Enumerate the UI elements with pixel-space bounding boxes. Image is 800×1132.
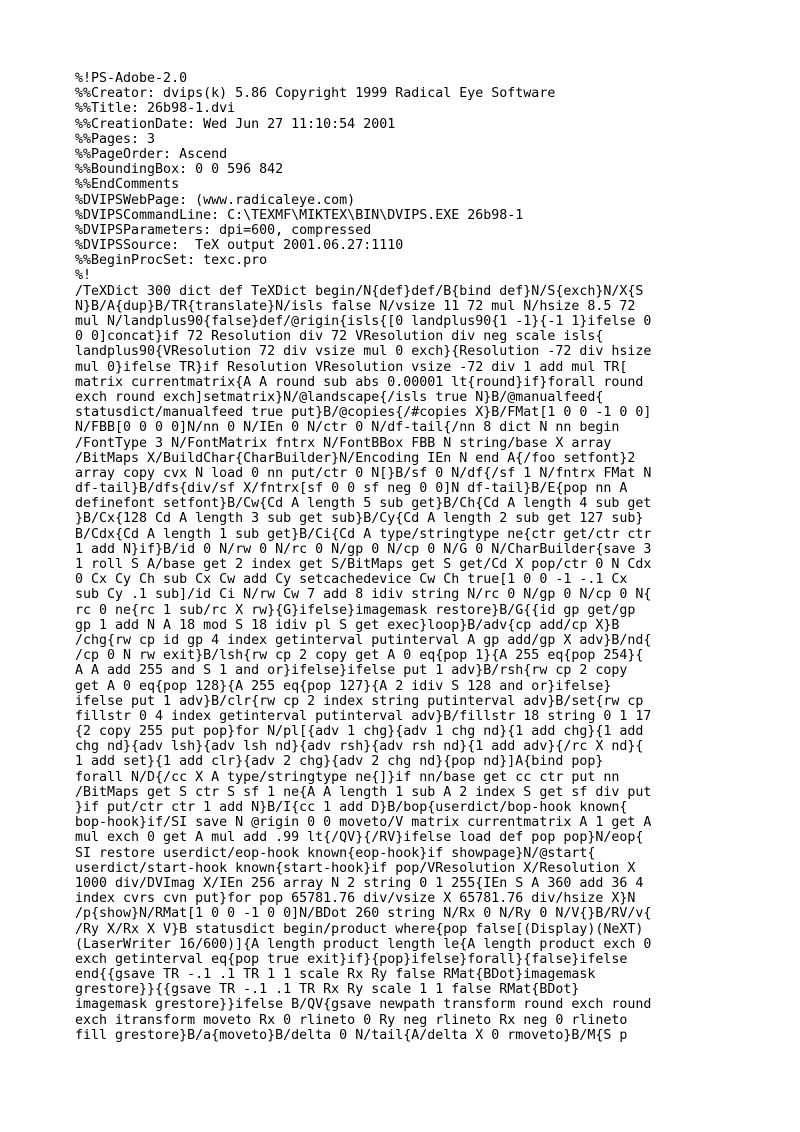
code-line: /BitMaps X/BuildChar{CharBuilder}N/Encoding IEn N end A{/foo setfont}2	[75, 450, 636, 466]
code-line: /BitMaps get S ctr S sf 1 ne{A A length 1 sub A 2 index S get sf div put	[75, 784, 652, 800]
code-line: fill grestore}B/a{moveto}B/delta 0 N/tail{A/delta X 0 rmoveto}B/M{S p	[75, 1027, 628, 1043]
code-line: mul N/landplus90{false}def/@rigin{isls{[0 landplus90{1 -1}{-1 1}ifelse 0	[75, 314, 652, 329]
code-line: %%Title: 26b98-1.dvi	[75, 101, 236, 117]
code-line: userdict/start-hook known{start-hook}if pop/VResolution X/Resolution X	[75, 860, 636, 876]
code-line: gp 1 add N A 18 mod S 18 idiv pl S get exec}loop}B/adv{cp add/cp X}B	[75, 617, 620, 633]
code-line: %!PS-Adobe-2.0	[75, 71, 188, 86]
code-line: fillstr 0 4 index getinterval putinterval adv}B/fillstr 18 string 0 1 17	[75, 708, 652, 724]
code-line: N}B/A{dup}B/TR{translate}N/isls false N/vsize 11 72 mul N/hsize 8.5 72	[75, 298, 636, 314]
code-line: get A 0 eq{pop 128}{A 255 eq{pop 127}{A 2 idiv S 128 and or}ifelse}	[75, 678, 612, 694]
code-line: %DVIPSCommandLine: C:\TEXMF\MIKTEX\BIN\DVIPS.EXE 26b98-1	[75, 207, 524, 223]
code-line: %%BeginProcSet: texc.pro	[75, 253, 268, 269]
code-line: }if put/ctr ctr 1 add N}B/I{cc 1 add D}B/bop{userdict/bop-hook known{	[75, 800, 628, 815]
code-line: %DVIPSSource: TeX output 2001.06.27:1110	[75, 238, 404, 254]
code-line: df-tail}B/dfs{div/sf X/fntrx[sf 0 0 sf neg 0 0]N df-tail}B/E{pop nn A	[75, 481, 628, 497]
code-line: %%PageOrder: Ascend	[75, 146, 228, 162]
code-line: /Ry X/Rx X V}B statusdict begin/product where{pop false[(Display)(NeXT)	[75, 921, 644, 937]
code-line: 1 roll S A/base get 2 index get S/BitMaps get S get/Cd X pop/ctr 0 N Cdx	[75, 557, 652, 572]
code-line: %%BoundingBox: 0 0 596 842	[75, 162, 284, 178]
code-line: /FontType 3 N/FontMatrix fntrx N/FontBBox FBB N string/base X array	[75, 435, 612, 451]
code-line: %%Creator: dvips(k) 5.86 Copyright 1999 Radical Eye Software	[75, 86, 556, 102]
code-line: matrix currentmatrix{A A round sub abs 0.00001 lt{round}if}forall round	[75, 374, 644, 390]
code-line: ifelse put 1 adv}B/clr{rw cp 2 index string putinterval adv}B/set{rw cp	[75, 693, 644, 709]
code-line: statusdict/manualfeed true put}B/@copies{/#copies X}B/FMat[1 0 0 -1 0 0]	[75, 405, 652, 421]
code-line: end{{gsave TR -.1 .1 TR 1 1 scale Rx Ry false RMat{BDot}imagemask	[75, 967, 596, 983]
code-line: rc 0 ne{rc 1 sub/rc X rw}{G}ifelse}imagemask restore}B/G{{id gp get/gp	[75, 602, 636, 618]
code-line: /cp 0 N rw exit}B/lsh{rw cp 2 copy get A 0 eq{pop 1}{A 255 eq{pop 254}{	[75, 648, 644, 664]
code-line: mul exch 0 get A mul add .99 lt{/QV}{/RV}ifelse load def pop pop}N/eop{	[75, 830, 644, 846]
code-line: 1 add N}if}B/id 0 N/rw 0 N/rc 0 N/gp 0 N/cp 0 N/G 0 N/CharBuilder{save 3	[75, 541, 652, 557]
code-line: %DVIPSWebPage: (www.radicaleye.com)	[75, 192, 356, 208]
code-line: index cvrs cvn put}for pop 65781.76 div/vsize X 65781.76 div/hsize X}N	[75, 891, 636, 907]
code-line: 1000 div/DVImag X/IEn 256 array N 2 string 0 1 255{IEn S A 360 add 36 4	[75, 875, 644, 891]
code-line: chg nd}{adv lsh}{adv lsh nd}{adv rsh}{adv rsh nd}{1 add adv}{/rc X nd}{	[75, 739, 644, 755]
code-line: bop-hook}if/SI save N @rigin 0 0 moveto/V matrix currentmatrix A 1 get A	[75, 815, 652, 831]
code-line: SI restore userdict/eop-hook known{eop-hook}if showpage}N/@start{	[75, 845, 596, 861]
code-line: %%EndComments	[75, 177, 180, 193]
code-line: /chg{rw cp id gp 4 index getinterval putinterval A gp add/gp X adv}B/nd{	[75, 632, 652, 648]
code-line: /p{show}N/RMat[1 0 0 -1 0 0]N/BDot 260 string N/Rx 0 N/Ry 0 N/V{}B/RV/v{	[75, 906, 652, 922]
code-line: %%CreationDate: Wed Jun 27 11:10:54 2001	[75, 116, 396, 132]
code-line: 0 Cx Cy Ch sub Cx Cw add Cy setcachedevice Cw Ch true[1 0 0 -1 -.1 Cx	[75, 572, 628, 588]
code-line: %%Pages: 3	[75, 131, 156, 147]
code-line: %!	[75, 268, 92, 284]
code-line: forall N/D{/cc X A type/stringtype ne{]}if nn/base get cc ctr put nn	[75, 769, 620, 785]
code-line: 0 0]concat}if 72 Resolution div 72 VResolution div neg scale isls{	[75, 329, 604, 345]
code-line: /TeXDict 300 dict def TeXDict begin/N{def}def/B{bind def}N/S{exch}N/X{S	[75, 283, 644, 299]
code-line: grestore}}{{gsave TR -.1 .1 TR Rx Ry scale 1 1 false RMat{BDot}	[75, 982, 580, 998]
code-line: imagemask grestore}}ifelse B/QV{gsave newpath transform round exch round	[75, 997, 652, 1013]
code-line: 1 add set}{1 add clr}{adv 2 chg}{adv 2 chg nd}{pop nd}]A{bind pop}	[75, 754, 604, 770]
code-line: mul 0}ifelse TR}if Resolution VResolution vsize -72 div 1 add mul TR[	[75, 359, 628, 375]
code-line: array copy cvx N load 0 nn put/ctr 0 N[}B/sf 0 N/df{/sf 1 N/fntrx FMat N	[75, 465, 652, 481]
code-line: sub Cy .1 sub]/id Ci N/rw Cw 7 add 8 idiv string N/rc 0 N/gp 0 N/cp 0 N{	[75, 587, 652, 603]
postscript-source	[75, 71, 651, 1043]
code-line: (LaserWriter 16/600)]{A length product length le{A length product exch 0	[75, 936, 652, 952]
code-line: N/FBB[0 0 0 0]N/nn 0 N/IEn 0 N/ctr 0 N/df-tail{/nn 8 dict N nn begin	[75, 420, 620, 436]
code-line: landplus90{VResolution 72 div vsize mul 0 exch}{Resolution -72 div hsize	[75, 344, 652, 360]
code-line: B/Cdx{Cd A length 1 sub get}B/Ci{Cd A type/stringtype ne{ctr get/ctr ctr	[75, 526, 652, 542]
code-line: {2 copy 255 put pop}for N/pl[{adv 1 chg}{adv 1 chg nd}{1 add chg}{1 add	[75, 724, 644, 740]
code-line: exch getinterval eq{pop true exit}if}{pop}ifelse}forall}{false}ifelse	[75, 951, 628, 967]
code-line: %DVIPSParameters: dpi=600, compressed	[75, 222, 372, 238]
code-line: definefont setfont}B/Cw{Cd A length 5 sub get}B/Ch{Cd A length 4 sub get	[75, 496, 652, 512]
code-line: exch round exch]setmatrix}N/@landscape{/isls true N}B/@manualfeed{	[75, 389, 604, 405]
code-line: exch itransform moveto Rx 0 rlineto 0 Ry neg rlineto Rx neg 0 rlineto	[75, 1012, 628, 1028]
code-line: }B/Cx{128 Cd A length 3 sub get sub}B/Cy{Cd A length 2 sub get 127 sub}	[75, 511, 644, 527]
code-line: A A add 255 and S 1 and or}ifelse}ifelse put 1 adv}B/rsh{rw cp 2 copy	[75, 663, 628, 679]
